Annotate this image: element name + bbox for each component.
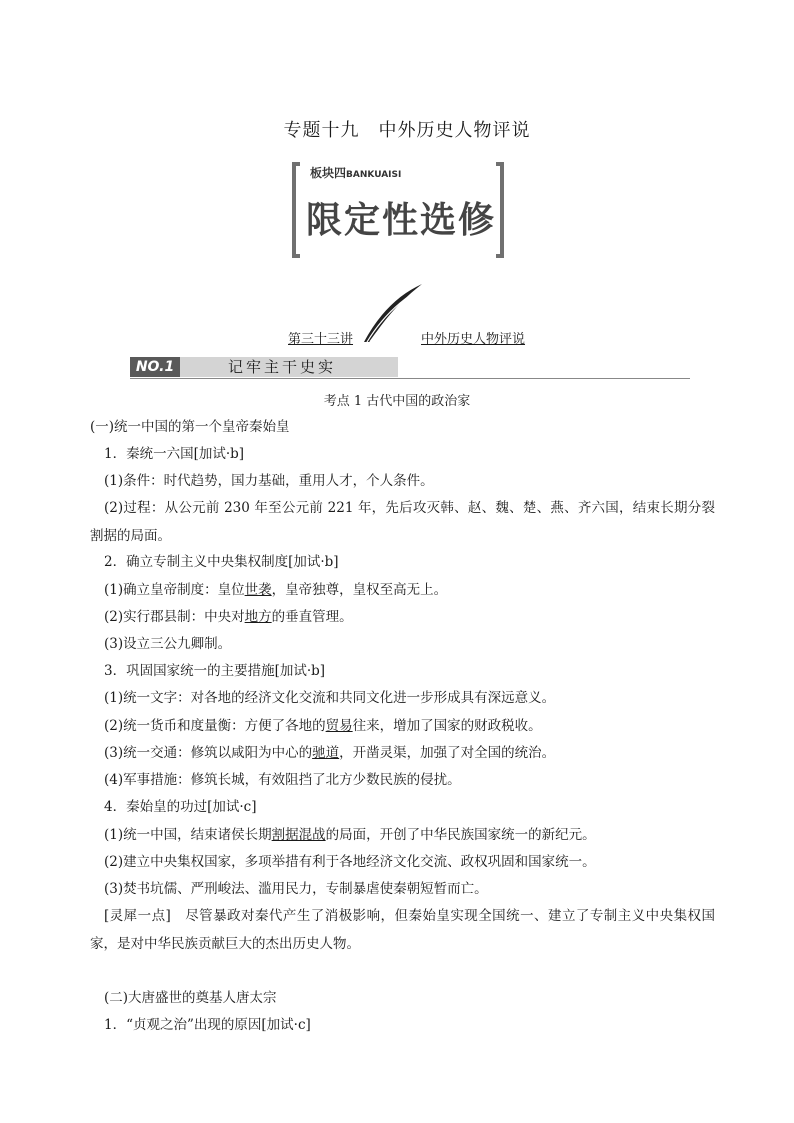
paragraph: 2．确立专制主义中央集权制度[加试·b] (104, 554, 339, 570)
section-name: 限定性选修 (306, 200, 497, 241)
lecture-number: 第三十三讲 (288, 332, 354, 347)
paragraph: 3．巩固国家统一的主要措施[加试·b] (104, 663, 326, 679)
text-span: 的局面，开创了中华民族国家统一的新纪元。 (325, 827, 596, 843)
underlined-term: 世袭 (244, 582, 272, 598)
paragraph: (3)焚书坑儒、严刑峻法、滥用民力，专制暴虐使秦朝短暂而亡。 (104, 881, 488, 897)
text-span: (3)统一交通：修筑以咸阳为中心的 (104, 745, 313, 761)
kaodian-title: 考点 1 古代中国的政治家 (323, 394, 471, 409)
paragraph: 4．秦始皇的功过[加试·c] (104, 799, 257, 815)
section-label-en: BANKUAISI (346, 170, 402, 180)
section-label (310, 164, 401, 181)
underlined-term: 割据混战 (271, 827, 326, 843)
section-no-bar (130, 356, 690, 380)
text-span: (1)确立皇帝制度：皇位 (104, 582, 245, 598)
paragraph (90, 576, 715, 604)
text-span: ，开凿灵渠，加强了对全国的统治。 (339, 745, 556, 761)
paragraph-heading: (二)大唐盛世的奠基人唐太宗 (104, 990, 277, 1006)
paragraph (90, 739, 715, 767)
lecture-title: 中外历史人物评说 (421, 332, 526, 347)
paragraph: (2)过程：从公元前 230 年至公元前 221 年，先后攻灭韩、赵、魏、楚、燕、齐六国，结束长期分裂割据的局面。 (90, 500, 715, 544)
paragraph-heading: (一)统一中国的第一个皇帝秦始皇 (90, 419, 290, 435)
left-bracket (292, 162, 300, 258)
text-span: 往来，增加了国家的财政税收。 (352, 718, 542, 734)
paragraph: 1．“贞观之治”出现的原因[加试·c] (104, 1017, 311, 1033)
section-banner (292, 162, 504, 258)
paragraph: (3)设立三公九卿制。 (104, 636, 232, 652)
main-title: 专题十九 中外历史人物评说 (283, 120, 531, 141)
paragraph: 1．秦统一六国[加试·b] (104, 446, 245, 462)
text-span: (2)实行郡县制：中央对 (104, 609, 245, 625)
swoosh-icon (360, 282, 424, 344)
lecture-header (0, 282, 794, 348)
underlined-term: 驰道 (312, 745, 340, 761)
divider (130, 378, 690, 379)
paragraph (90, 712, 715, 740)
paragraph: (4)军事措施：修筑长城，有效阻挡了北方少数民族的侵扰。 (104, 772, 461, 788)
underlined-term: 贸易 (325, 718, 353, 734)
paragraph: (1)统一文字：对各地的经济文化交流和共同文化进一步形成具有深远意义。 (104, 690, 556, 706)
tip-paragraph: [灵犀一点] 尽管暴政对秦代产生了消极影响，但秦始皇实现全国统一、建立了专制主义中央集权国家，是对中华民族贡献巨大的杰出历史人物。 (90, 908, 715, 952)
paragraph (90, 603, 715, 631)
paragraph: (1)条件：时代趋势，国力基础，重用人才，个人条件。 (104, 473, 434, 489)
no-heading: 记牢主干史实 (228, 358, 337, 376)
paragraph: (2)建立中央集权国家，多项举措有利于各地经济文化交流、政权巩固和国家统一。 (104, 854, 596, 870)
right-bracket (496, 162, 504, 258)
text-span: ，皇帝独尊，皇权至高无上。 (271, 582, 448, 598)
no-badge: NO.1 (130, 357, 180, 377)
underlined-term: 地方 (244, 609, 272, 625)
text-span: 的垂直管理。 (271, 609, 353, 625)
text-span: (2)统一货币和度量衡：方便了各地的 (104, 718, 326, 734)
paragraph (90, 821, 715, 849)
section-label-cn: 板块四 (310, 166, 347, 180)
text-span: (1)统一中国，结束诸侯长期 (104, 827, 272, 843)
